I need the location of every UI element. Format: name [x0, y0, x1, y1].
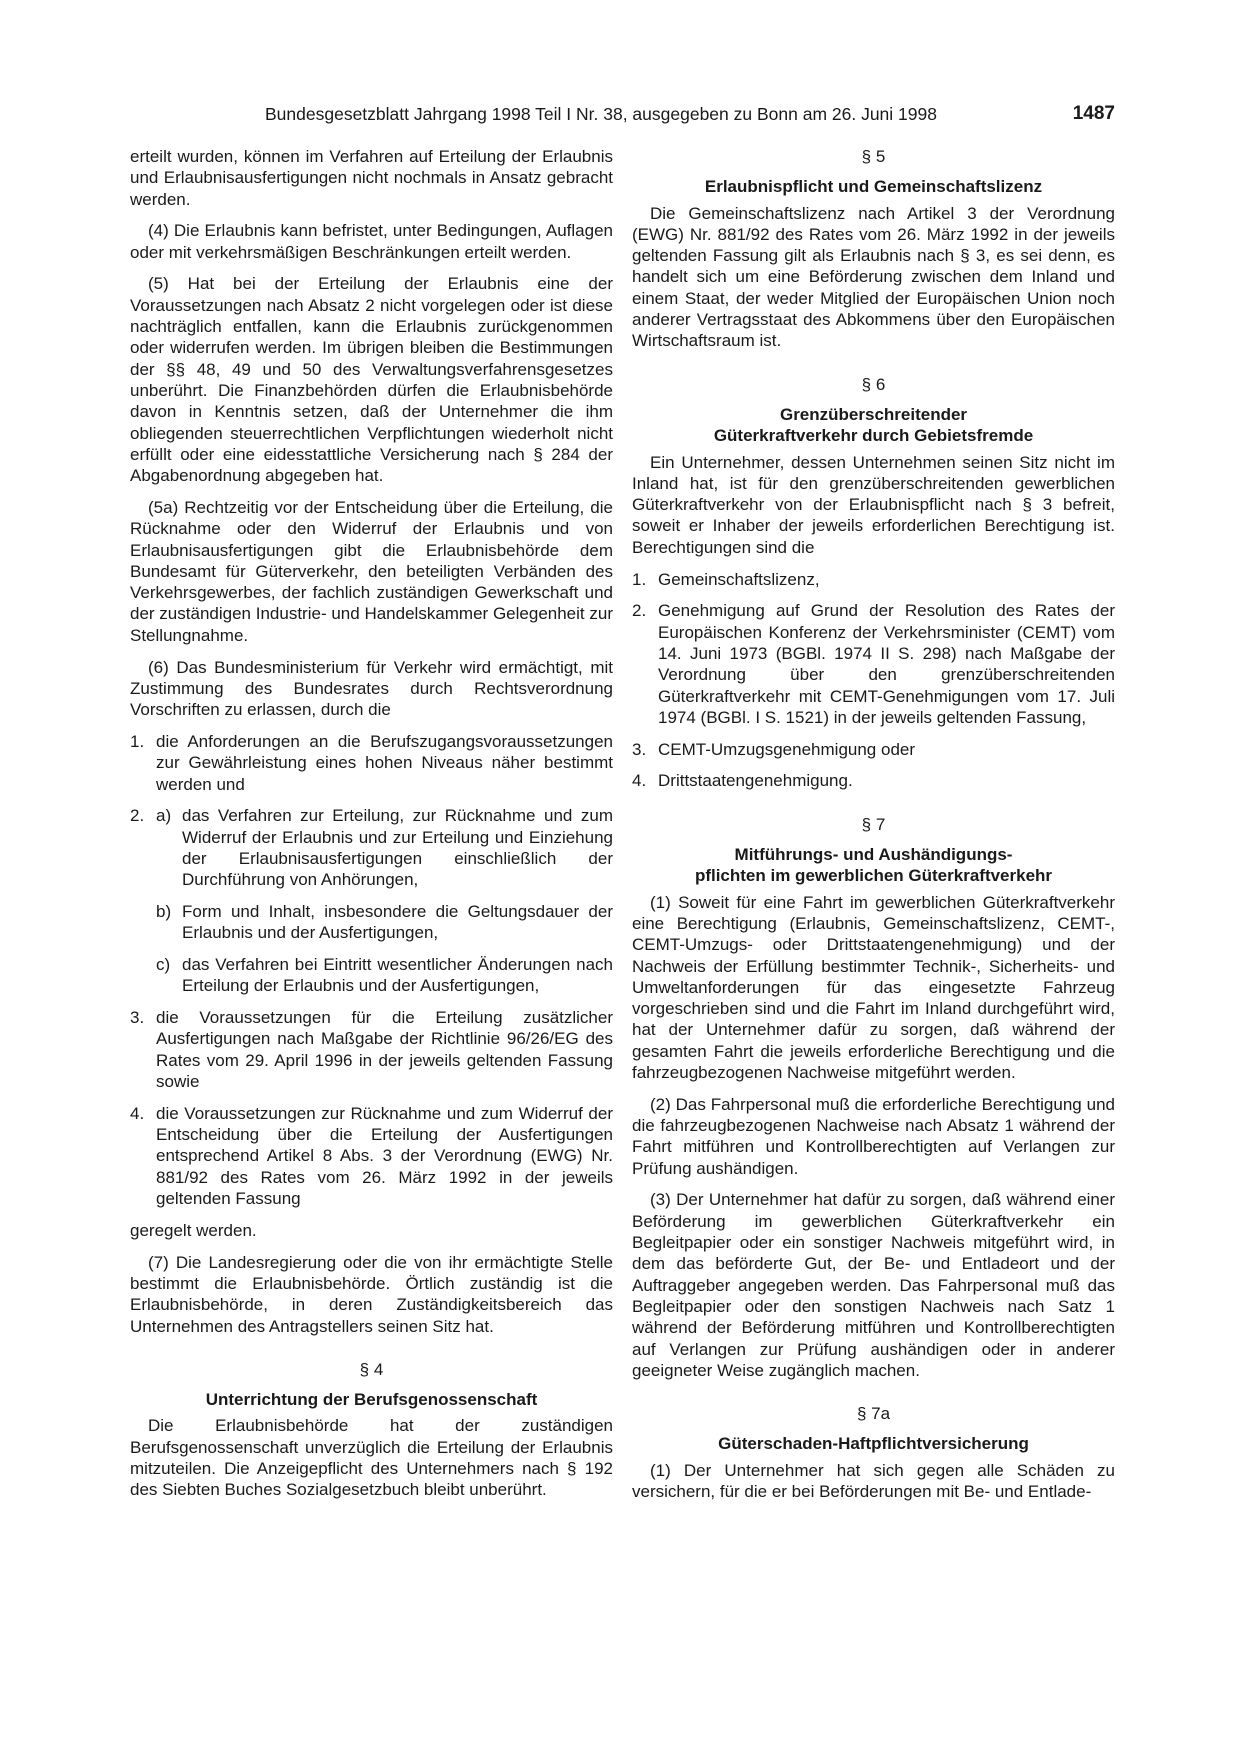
sub-text: Form und Inhalt, insbesondere die Geltungsdauer der Erlaubnis und der Ausfertigungen,: [182, 902, 613, 943]
paragraph-continued: erteilt wurden, können im Verfahren auf Erteilung der Erlaubnis und Erlaubnisausfertigungen nicht nochmals in Ansatz gebracht werden.: [130, 147, 613, 209]
sub-item: [156, 805, 613, 890]
section-heading-6: § 6: [861, 374, 886, 394]
section-title-7-line2: pflichten im gewerblichen Güterkraftverkehr: [694, 866, 1053, 886]
sub-letter: b): [156, 902, 172, 921]
section-7-paragraph-2: (2) Das Fahrpersonal muß die erforderliche Berechtigung und die fahrzeugbezogenen Nachweise nach Absatz 1 während der Fahrt mitführen und Kontrollberechtigten auf Verlangen zur Prüfung aushändigen.: [632, 1094, 1115, 1178]
paragraph-7: (7) Die Landesregierung oder die von ihr ermächtigte Stelle bestimmt die Erlaubnisbehörde. Örtlich zuständig ist die Erlaubnisbehörde, in deren Zuständigkeitsbereich das Unternehmen des Antragstellers seinen Sitz hat.: [130, 1252, 613, 1336]
list-item: [130, 1007, 613, 1092]
section-7-paragraph-3: (3) Der Unternehmer hat dafür zu sorgen, daß während einer Beförderung im gewerblichen Güterkraftverkehr ein Begleitpapier oder ein sonstiger Nachweis mitgeführt wird, in dem das beförderte Gut, der Be- und Entladeort und der Auftraggeber angegeben werden. Das Fahrpersonal muß das Begleitpapier oder den sonstigen Nachweis nach Satz 1 während der Beförderung mitführen und Kontrollberechtigten auf Verlangen zur Prüfung aushändigen oder in anderer geeigneter Weise zugänglich machen.: [632, 1190, 1115, 1380]
list-item: [632, 600, 1115, 728]
section-heading-5: § 5: [861, 147, 886, 166]
sub-item: [156, 901, 613, 944]
list-item: [632, 739, 1115, 760]
sub-text: das Verfahren zur Erteilung, zur Rücknahme und zum Widerruf der Erlaubnis und zur Erteilung und Einziehung der Erlaubnisausfertigungen einschließlich der Durchführung von Anhörungen,: [182, 806, 613, 890]
list-text: CEMT-Umzugsgenehmigung oder: [658, 739, 916, 759]
running-header: Bundesgesetzblatt Jahrgang 1998 Teil I Nr. 38, ausgegeben zu Bonn am 26. Juni 1998: [265, 104, 937, 124]
section-7a-paragraph-1: (1) Der Unternehmer hat sich gegen alle Schäden zu versichern, für die er bei Beförderungen mit Be- und Entlade-: [632, 1460, 1115, 1502]
list-item: [632, 569, 1115, 590]
list-number: 3.: [632, 739, 647, 759]
sub-letter: a): [156, 806, 172, 826]
paragraph-4: (4) Die Erlaubnis kann befristet, unter Bedingungen, Auflagen oder mit verkehrsmäßigen Beschränkungen erteilt werden.: [130, 221, 613, 262]
section-title-7a: Güterschaden-Haftpflichtversicherung: [718, 1434, 1029, 1454]
page-header: [130, 101, 1115, 127]
left-column: [130, 146, 613, 1511]
section-title-5: Erlaubnispflicht und Gemeinschaftslizenz: [704, 177, 1043, 197]
sub-text: das Verfahren bei Eintritt wesentlicher Änderungen nach Erteilung der Erlaubnis und der Ausfertigungen,: [182, 955, 613, 996]
list-text: die Voraussetzungen für die Erteilung zusätzlicher Ausfertigungen nach Maßgabe der Richtlinie 96/26/EG des Rates vom 29. April 1996 in der jeweils geltenden Fassung sowie: [156, 1008, 613, 1092]
sub-letter: c): [156, 955, 171, 975]
section-title-4: Unterrichtung der Berufsgenossenschaft: [205, 1390, 538, 1410]
section-6-text: Ein Unternehmer, dessen Unternehmen seinen Sitz nicht im Inland hat, ist für den grenzüberschreitenden gewerblichen Güterkraftverkehr von der Erlaubnispflicht nach § 3 befreit, soweit er Inhaber der jeweils erforderlichen Berechtigung ist. Berechtigungen sind die: [632, 452, 1115, 557]
section-7-paragraph-1: (1) Soweit für eine Fahrt im gewerblichen Güterkraftverkehr eine Berechtigung (Erlaubnis, Gemeinschaftslizenz, CEMT-, CEMT-Umzugs- oder Drittstaatengenehmigung) und der Nachweis der Erfüllung bestimmter Technik-, Sicherheits- und Umweltanforderungen für das eingesetzte Fahrzeug vorgeschrieben sind und die Fahrt im Inland durchgeführt wird, hat der Unternehmer dafür zu sorgen, daß während der gesamten Fahrt die jeweils erforderliche Berechtigung und die fahrzeugbezogenen Nachweise mitgeführt werden.: [632, 892, 1115, 1082]
section-title-6-line2: Güterkraftverkehr durch Gebietsfremde: [713, 426, 1034, 446]
list-number: 2.: [130, 806, 145, 826]
section-title-7-line1: Mitführungs- und Aushändigungs-: [734, 845, 1013, 865]
section-title-6: [632, 404, 1115, 447]
list-text: die Voraussetzungen zur Rücknahme und zum Widerruf der Entscheidung über die Erteilung der Ausfertigungen entsprechend Artikel 8 Abs. 3 der Verordnung (EWG) Nr. 881/92 des Rates vom 26. März 1992 in der jeweils geltenden Fassung: [156, 1103, 613, 1209]
paragraph-5a: (5a) Rechtzeitig vor der Entscheidung über die Erteilung, die Rücknahme oder den Widerruf der Erlaubnis und von Erlaubnisausfertigungen gibt die Erlaubnisbehörde dem Bundesamt für Güterverkehr, den beteiligten Verbänden des Verkehrsgewerbes, der fachlich zuständigen Gewerkschaft und der zuständigen Industrie- und Handelskammer Gelegenheit zur Stellungnahme.: [130, 497, 613, 645]
sub-item: [156, 954, 613, 997]
list-number: 2.: [632, 601, 647, 621]
list-text: Gemeinschaftslizenz,: [658, 569, 820, 589]
list-item: [632, 770, 1115, 791]
list-number: 4.: [632, 771, 647, 791]
right-column: [632, 146, 1115, 1513]
paragraph-geregelt: geregelt werden.: [130, 1220, 257, 1240]
list-number: 4.: [130, 1103, 145, 1123]
list-text: Drittstaatengenehmigung.: [658, 771, 853, 791]
section-title-7: [632, 844, 1115, 887]
paragraph-5: (5) Hat bei der Erteilung der Erlaubnis eine der Voraussetzungen nach Absatz 2 nicht vorgelegen oder ist diese nachträglich entfallen, kann die Erlaubnis zurückgenommen oder widerrufen werden. Im übrigen bleiben die Bestimmungen der §§ 48, 49 und 50 des Verwaltungsverfahrensgesetzes unberührt. Die Finanzbehörden dürfen die Erlaubnisbehörde davon in Kenntnis setzen, daß der Unternehmer die ihm obliegenden steuerrechtlichen Verpflichtungen wiederholt nicht erfüllt oder eine eidesstattliche Versicherung nach § 284 der Abgabenordnung abgegeben hat.: [130, 274, 613, 486]
list-text: die Anforderungen an die Berufszugangsvoraussetzungen zur Gewährleistung eines hohen Niveaus näher bestimmt werden und: [156, 731, 613, 794]
paragraph-6: (6) Das Bundesministerium für Verkehr wird ermächtigt, mit Zustimmung des Bundesrates durch Rechtsverordnung Vorschriften zu erlassen, durch die: [130, 657, 613, 720]
section-heading-7a: § 7a: [856, 1404, 891, 1424]
section-4-text: Die Erlaubnisbehörde hat der zuständigen Berufsgenossenschaft unverzüglich die Erteilung der Erlaubnis mitzuteilen. Die Anzeigepflicht des Unternehmers nach § 192 des Siebten Buches Sozialgesetzbuch bleibt unberührt.: [130, 1416, 613, 1500]
section-heading-4: § 4: [359, 1359, 384, 1379]
page-number: 1487: [1072, 103, 1115, 124]
list-item: [130, 1103, 613, 1209]
section-heading-7: § 7: [861, 814, 886, 834]
list-item: [130, 805, 613, 996]
list-number: 1.: [632, 569, 647, 589]
section-title-6-line1: Grenzüberschreitender: [779, 404, 968, 424]
list-item: [130, 731, 613, 795]
list-text: Genehmigung auf Grund der Resolution des Rates der Europäischen Konferenz der Verkehrsminister (CEMT) vom 14. Juni 1973 (BGBl. 1974 II S. 298) nach Maßgabe der Verordnung über den grenzüberschreitenden Güterkraftverkehr mit CEMT-Genehmigungen vom 17. Juli 1974 (BGBl. I S. 1521) in der jeweils geltenden Fassung,: [658, 601, 1115, 727]
list-number: 1.: [130, 731, 145, 751]
section-5-text: Die Gemeinschaftslizenz nach Artikel 3 der Verordnung (EWG) Nr. 881/92 des Rates vom 26. März 1992 in der jeweils geltenden Fassung gilt als Erlaubnis nach § 3, es sei denn, es handelt sich um eine Beförderung zwischen dem Inland und einem Staat, der weder Mitglied der Europäischen Union noch anderer Vertragsstaat des Abkommens über den Europäischen Wirtschaftsraum ist.: [632, 203, 1115, 351]
list-number: 3.: [130, 1008, 145, 1028]
